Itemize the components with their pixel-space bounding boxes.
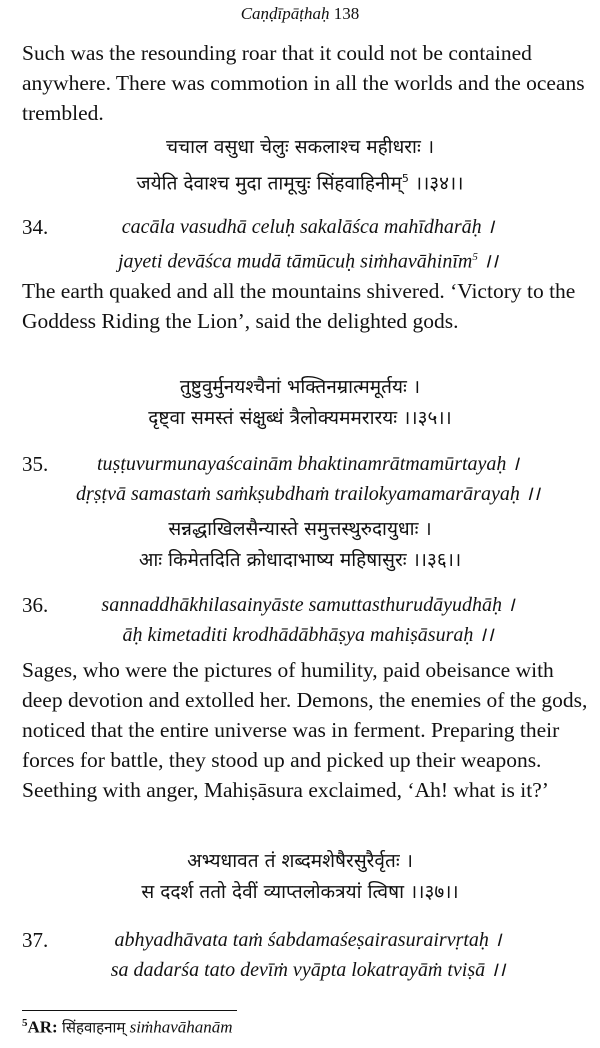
transliteration-34: 34. cacāla vasudhā celuḥ sakalāśca mahīdharāḥ । jayeti devāśca mudā tāmūcuḥ siṁhavāhinīm$^5$ ।। <box>22 212 594 277</box>
paragraph-1: Such was the resounding roar that it could not be contained anywhere. There was commotion in all the worlds and the oceans trembled. <box>22 41 585 125</box>
verse-number: 37. <box>22 928 49 952</box>
footnote-rule <box>22 1010 237 1011</box>
sanskrit-verse-36: सन्नद्धाखिलसैन्यास्ते समुत्तस्थुरुदायुधाः । आः किमेतदिति क्रोधादाभाष्य महिषासुरः ।।३६।। <box>138 518 462 571</box>
header-title: Caṇḍīpāṭhaḥ <box>240 4 330 23</box>
verse-number: 36. <box>22 593 49 617</box>
running-header <box>0 4 600 24</box>
sanskrit-verse-35: तुष्टुवुर्मुनयश्चैनां भक्तिनम्रात्ममूर्तयः । दृष्ट्वा समस्तं संक्षुब्धं त्रैलोक्यममरारयः ।।३५।। <box>148 376 452 429</box>
sanskrit-verse-34: चचाल वसुधा चेलुः सकलाश्च महीधराः । जयेति देवाश्च मुदा तामूचुः सिंहवाहिनीम्$^5$ ।।३४।। <box>136 136 464 195</box>
verse-number: 35. <box>22 452 49 476</box>
footnote: $^5$AR: सिंहवाहनाम् siṁhavāhanām <box>22 1017 233 1037</box>
verse-number: 34. <box>22 215 49 239</box>
header-page-number: 138 <box>333 4 360 23</box>
transliteration-36: 36. sannaddhākhilasainyāste samuttasthurudāyudhāḥ । āḥ kimetaditi krodhādābhāṣya mahiṣāsuraḥ ।। <box>22 590 594 650</box>
paragraph-3: Sages, who were the pictures of humility, paid obeisance with deep devotion and extolled her. Demons, the enemies of the gods, noticed that the entire universe was in ferment. Preparing their forces for battle, they stood up and picked up their weapons. Seething with anger, Mahiṣāsura exclaimed, ‘Ah! what is it?’ <box>22 658 588 802</box>
sanskrit-verse-37: अभ्यधावत तं शब्दमशेषैरसुरैर्वृतः । स ददर्श ततो देवीं व्याप्तलोकत्रयां त्विषा ।।३७।। <box>141 850 459 903</box>
transliteration-35: 35. tuṣṭuvurmunayaścainām bhaktinamrātmamūrtayaḥ । dṛṣṭvā samastaṁ saṁkṣubdhaṁ trailokyamamarārayaḥ ।। <box>22 449 594 509</box>
transliteration-37: 37. abhyadhāvata taṁ śabdamaśeṣairasurairvṛtaḥ । sa dadarśa tato devīṁ vyāpta lokatrayāṁ tviṣā ।। <box>22 925 594 985</box>
paragraph-2: The earth quaked and all the mountains shivered. ‘Victory to the Goddess Riding the Lion’, said the delighted gods. <box>22 279 576 333</box>
